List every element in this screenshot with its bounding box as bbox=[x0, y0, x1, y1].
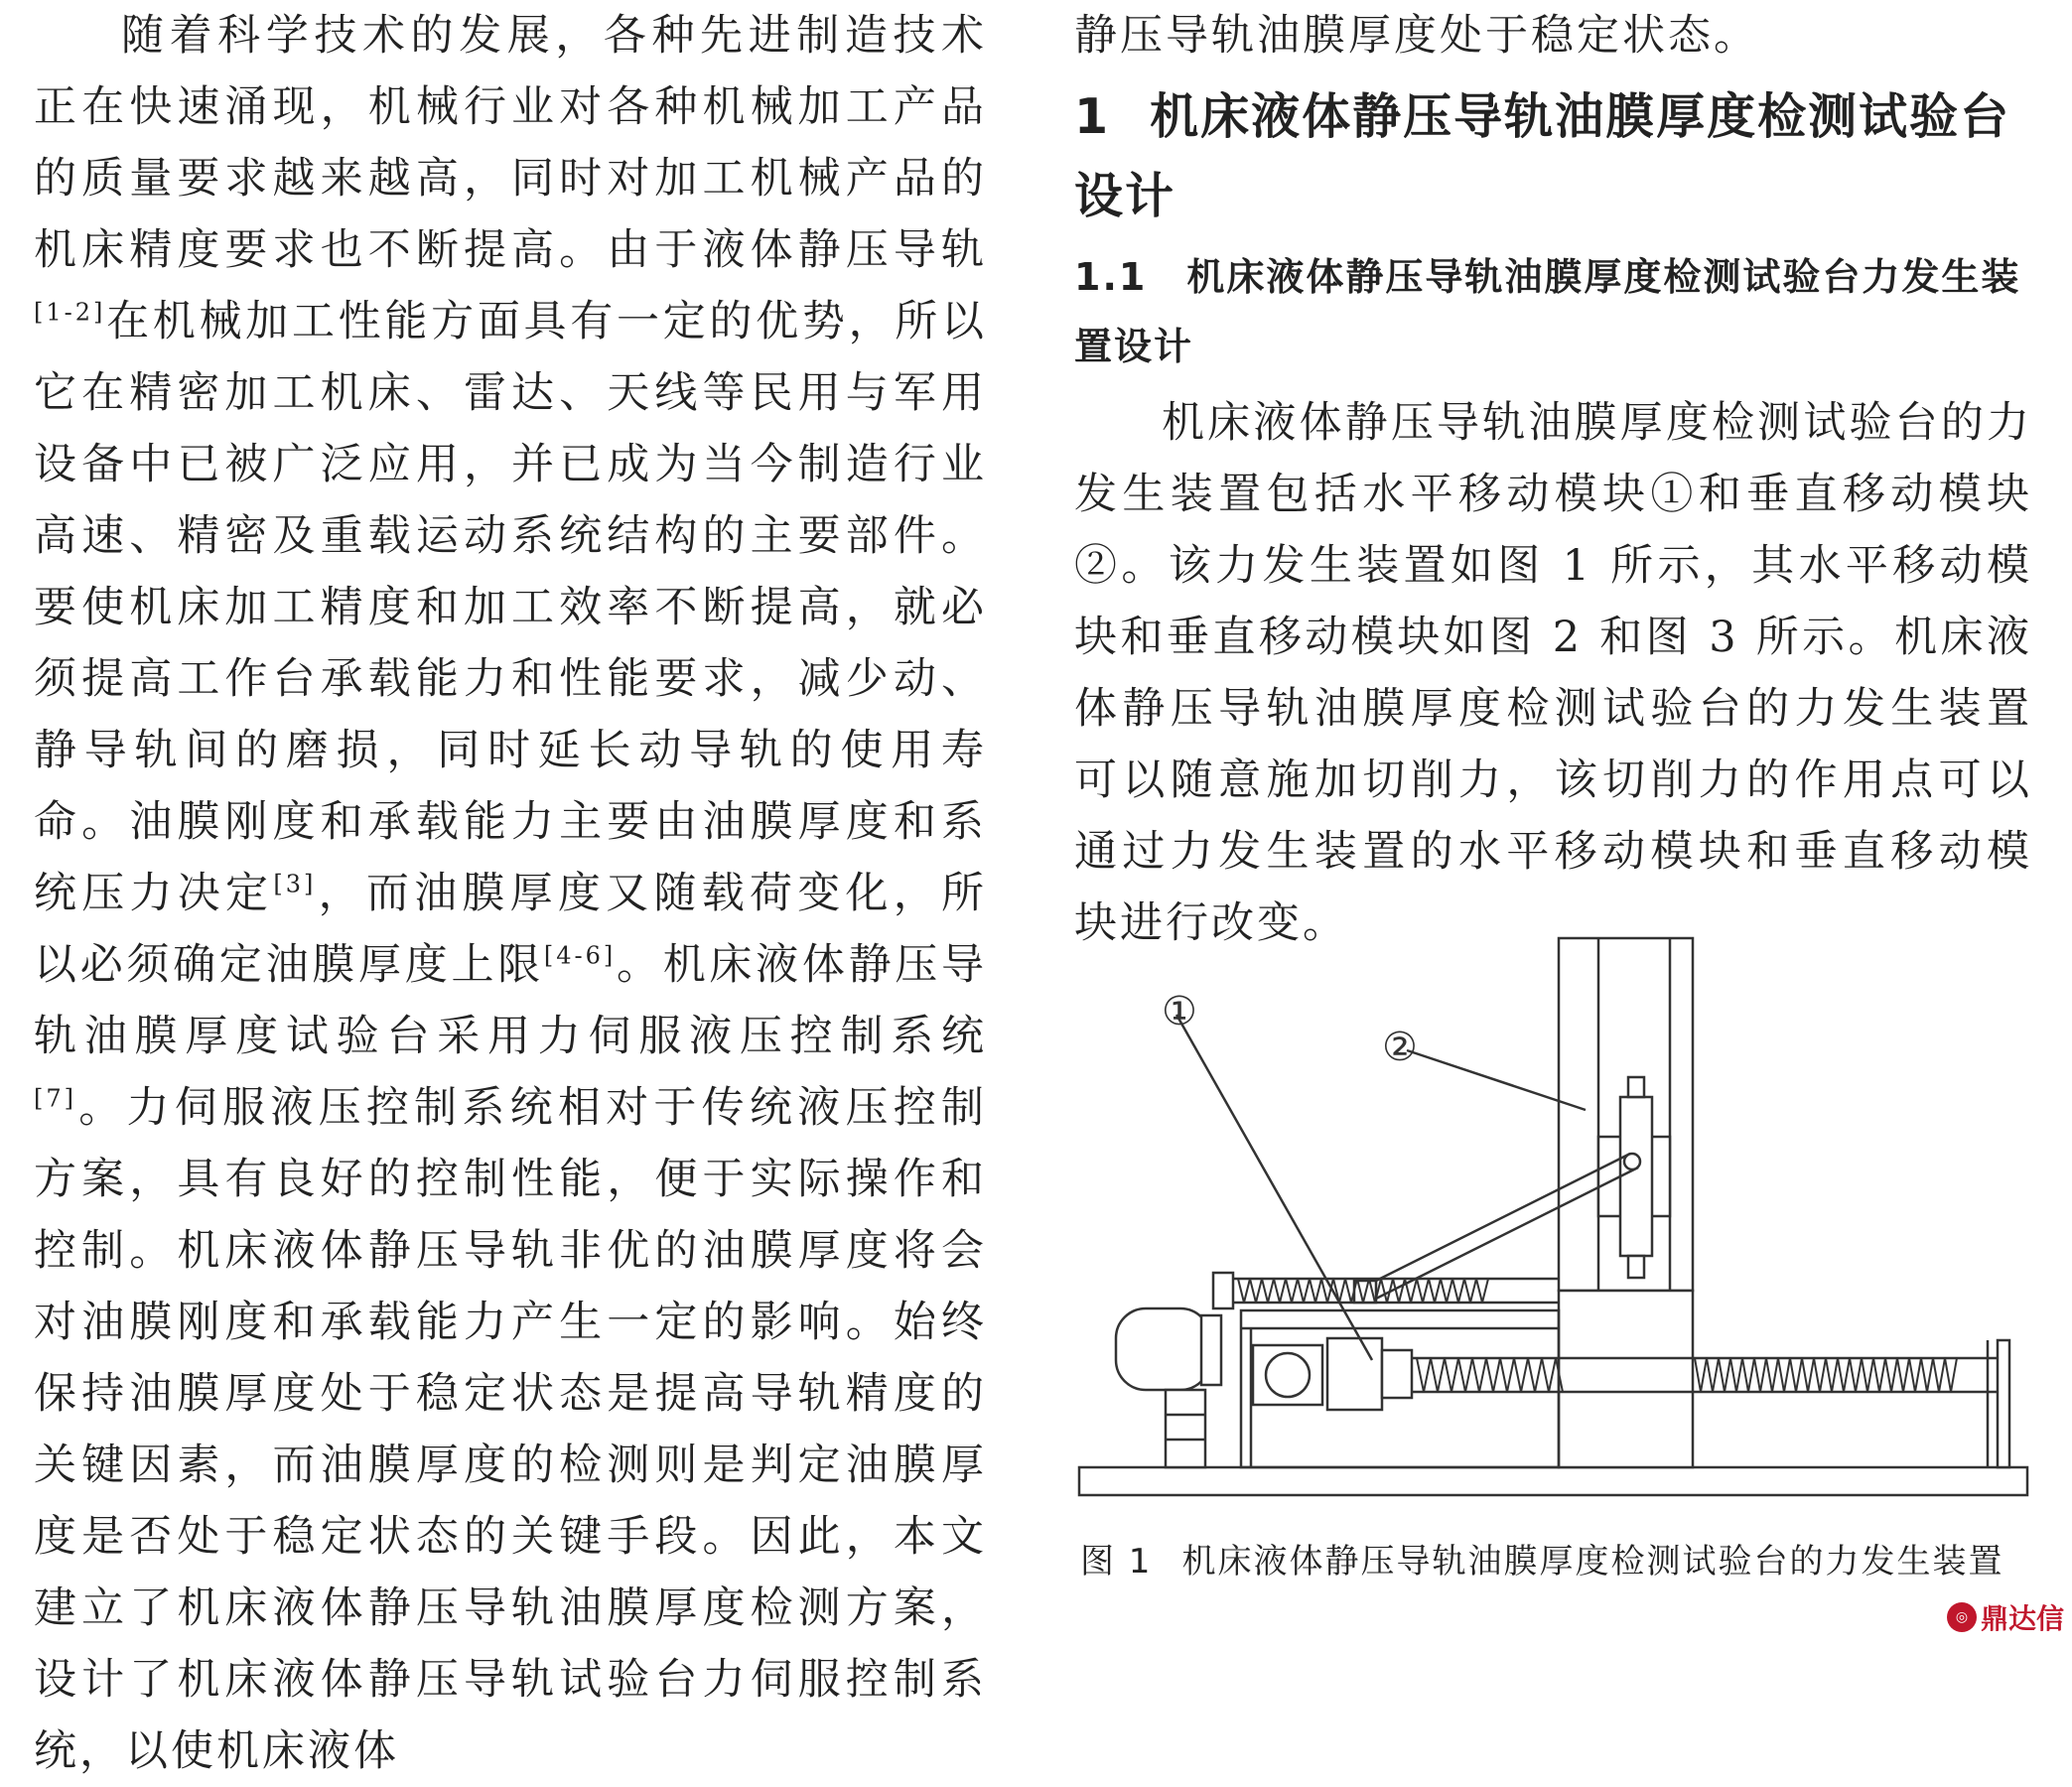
left-column bbox=[34, 0, 987, 1787]
citation: [3] bbox=[273, 870, 317, 898]
motor-support bbox=[1166, 1390, 1205, 1467]
carriage-block bbox=[1559, 1291, 1693, 1467]
label-1: ① bbox=[1162, 989, 1197, 1034]
right-column bbox=[1074, 0, 2032, 959]
section-body-paragraph: 机床液体静压导轨油膜厚度检测试验台的力发生装置包括水平移动模块①和垂直移动模块②。该力发生装置如图 1 所示，其水平移动模块和垂直移动模块如图 2 和图 3 所示。机床液体静压导轨油膜厚度检测试验台的力发生装置可以随意施加切削力，该切削力的作用点可以通过力发生装置的水平移动模块和垂直移动模块进行改变。 bbox=[1074, 398, 2032, 948]
force-generator-figure bbox=[1074, 923, 2032, 1519]
leader-line-1 bbox=[1176, 1015, 1372, 1360]
figure-caption: 图 1 机床液体静压导轨油膜厚度检测试验台的力发生装置 bbox=[1080, 1542, 2004, 1581]
section-1-1-heading: 1.1 机床液体静压导轨油膜厚度检测试验台力发生装置设计 bbox=[1074, 255, 2021, 368]
citation: [1-2] bbox=[34, 298, 106, 327]
continued-sentence: 静压导轨油膜厚度处于稳定状态。 bbox=[1074, 11, 1759, 61]
logo-text: 鼎达信 bbox=[1980, 1602, 2064, 1635]
logo-icon: ◎ bbox=[1947, 1602, 1977, 1632]
base-plate bbox=[1079, 1467, 2027, 1495]
section-1-heading: 1 机床液体静压导轨油膜厚度检测试验台设计 bbox=[1074, 88, 2011, 224]
citation: [4-6] bbox=[543, 941, 617, 970]
watermark-logo bbox=[1947, 1597, 2064, 1637]
motor bbox=[1116, 1308, 1210, 1390]
citation: [7] bbox=[34, 1084, 76, 1113]
vertical-cylinder bbox=[1620, 1097, 1652, 1256]
intro-paragraph: 随着科学技术的发展，各种先进制造技术正在快速涌现，机械行业对各种机械加工产品的质量要求越来越高，同时对加工机械产品的机床精度要求也不断提高。由于液体静压导轨[1-2]在机械加工性能方面具有一定的优势，所以它在精密加工机床、雷达、天线等民用与军用设备中已被广泛应用，并已成为当今制造行业高速、精密及重载运动系统结构的主要部件。要使机床加工精度和加工效率不断提高，就必须提高工作台承载能力和性能要求，减少动、静导轨间的磨损，同时延长动导轨的使用寿命。油膜刚度和承载能力主要由油膜厚度和系统压力决定[3]，而油膜厚度又随载荷变化，所以必须确定油膜厚度上限[4-6]。机床液体静压导轨油膜厚度试验台采用力伺服液压控制系统[7]。力伺服液压控制系统相对于传统液压控制方案，具有良好的控制性能，便于实际操作和控制。机床液体静压导轨非优的油膜厚度将会对油膜刚度和承载能力产生一定的影响。始终保持油膜厚度处于稳定状态是提高导轨精度的关键因素，而油膜厚度的检测则是判定油膜厚度是否处于稳定状态的关键手段。因此，本文建立了机床液体静压导轨油膜厚度检测方案，设计了机床液体静压导轨试验台力伺服控制系统，以使机床液体 bbox=[34, 11, 988, 1776]
label-2: ② bbox=[1382, 1025, 1418, 1070]
